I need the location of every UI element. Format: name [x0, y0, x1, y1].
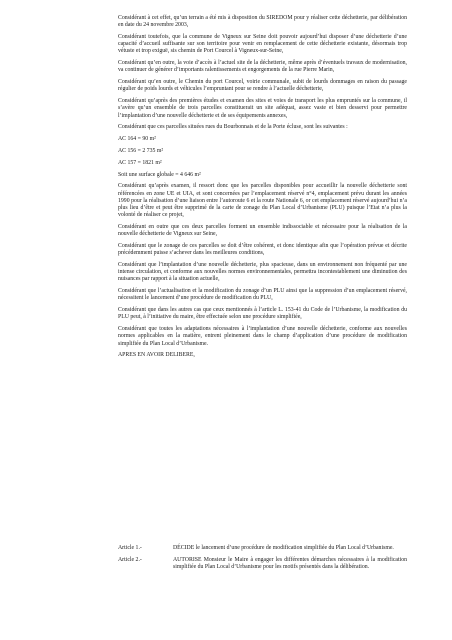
paragraph: Considérant que l’implantation d’une nouvelle déchetterie, plus spacieuse, dans un environnement non fréquenté par une intense circulation, et conforme aux nouvelles normes environnementales, permettra incontestablement une diminution des nuisances par rapport à la situation actuelle,	[118, 262, 407, 283]
paragraph: Considérant que l’actualisation et la modification du zonage d’un PLU ainsi que la suppression d’un emplacement réservé, nécessitent le lancement d’une procédure de modification du PLU,	[118, 288, 407, 302]
paragraph: Considérant que toutes les adaptations nécessaires à l’implantation d’une nouvelle déchetterie, conforme aux nouvelles normes applicables en la matière, entrent pleinement dans le champ d’application d’une procédure de modification simplifiée du Plan Local d’Urbanisme.	[118, 326, 407, 347]
article-text: AUTORISE Monsieur le Maire à engager les différentes démarches nécessaires à la modification simplifiée du Plan Local d’Urbanisme pour les motifs présentés dans la délibération.	[173, 557, 407, 571]
article-label: Article 2.-	[118, 557, 142, 564]
parcel-line: AC 164 = 90 m²	[118, 136, 156, 143]
total-surface-line: Soit une surface globale = 4 646 m²	[118, 171, 201, 178]
parcel-line: AC 156 = 2 735 m²	[118, 148, 164, 154]
paragraph: Considérant que le zonage de ces parcelles se doit d’être cohérent, et donc identique afin que l’opération prévue et décrite précédemment puisse s’achever dans les meilleures conditions,	[118, 243, 407, 257]
articles-section	[118, 545, 407, 577]
paragraph: Considérant que ces parcelles situées rues du Bourbonnais et de la Porte écluse, sont les suivantes :	[118, 124, 348, 131]
paragraph: Considérant qu’en outre, la voie d’accès à l’actuel site de la déchetterie, même après d’éventuels travaux de modernisation, va continuer de générer d’importants ralentissements et engorgements de la rue Pierre Marin,	[118, 60, 407, 74]
document-body	[118, 15, 407, 378]
article-text: DÉCIDE le lancement d’une procédure de modification simplifiée du Plan Local d’Urbanisme.	[173, 545, 394, 551]
paragraph: Considérant qu’en outre, le Chemin du port Courcel, voirie communale, subit de lourds dommages en raison du passage régulier de poids lourds et véhicules l’empruntant pour se rendre à l’actuelle déchetterie,	[118, 79, 407, 93]
article-item	[118, 545, 407, 552]
paragraph: Considérant toutefois, que la commune de Vigneux sur Seine doit pouvoir aujourd’hui disposer d’une déchetterie d’une capacité d’accueil suffisante sur son territoire pour venir en remplacement de cette déchetterie existante, désormais trop vétuste et trop exiguë, sis chemin de Port Courcel à Vigneux-sur-Seine,	[118, 34, 407, 55]
paragraph: Considérant qu’après des premières études et examen des sites et voies de transport les plus empruntés sur la commune, il s’avère qu’un ensemble de trois parcelles constituerait un site adéquat, assez vaste et bien desservi pour permettre l’implantation d’une nouvelle déchetterie et de ses équipements annexes,	[118, 98, 407, 119]
article-label: Article 1.-	[118, 545, 142, 551]
paragraph: Considérant qu’après examen, il ressort donc que les parcelles disponibles pour accueillir la nouvelle déchetterie sont référencées en zone UE et UIA, et sont concernées par l’emplacement réservé n°4, emplacement prévu durant les années 1990 pour la réalisation d’une liaison entre l’autoroute 6 et la route Nationale 6, or cet emplacement réservé aujourd’hui n’a plus lieu d’être et peut être supprimé de la carte de zonage du Plan Local d’Urbanisme (PLU) puisque l’Etat n’a plus la volonté de réaliser ce projet,	[118, 183, 407, 219]
paragraph: Considérant que dans les autres cas que ceux mentionnés à l’article L. 153-41 du Code de l’Urbanisme, la modification du PLU peut, à l’initiative du maire, être effectuée selon une procédure simplifiée,	[118, 307, 407, 321]
parcel-line: AC 157 = 1821 m²	[118, 159, 162, 166]
article-item	[118, 557, 407, 571]
paragraph: Considérant à cet effet, qu’un terrain a été mis à disposition du SIREDOM pour y réaliser cette déchetterie, par délibération en date du 24 novembre 2003,	[118, 15, 407, 29]
paragraph: Considérant en outre que ces deux parcelles forment un ensemble indissociable et nécessaire pour la réalisation de la nouvelle déchetterie de Vigneux sur Seine,	[118, 224, 407, 238]
deliberation-heading: APRES EN AVOIR DELIBERE,	[118, 352, 195, 359]
